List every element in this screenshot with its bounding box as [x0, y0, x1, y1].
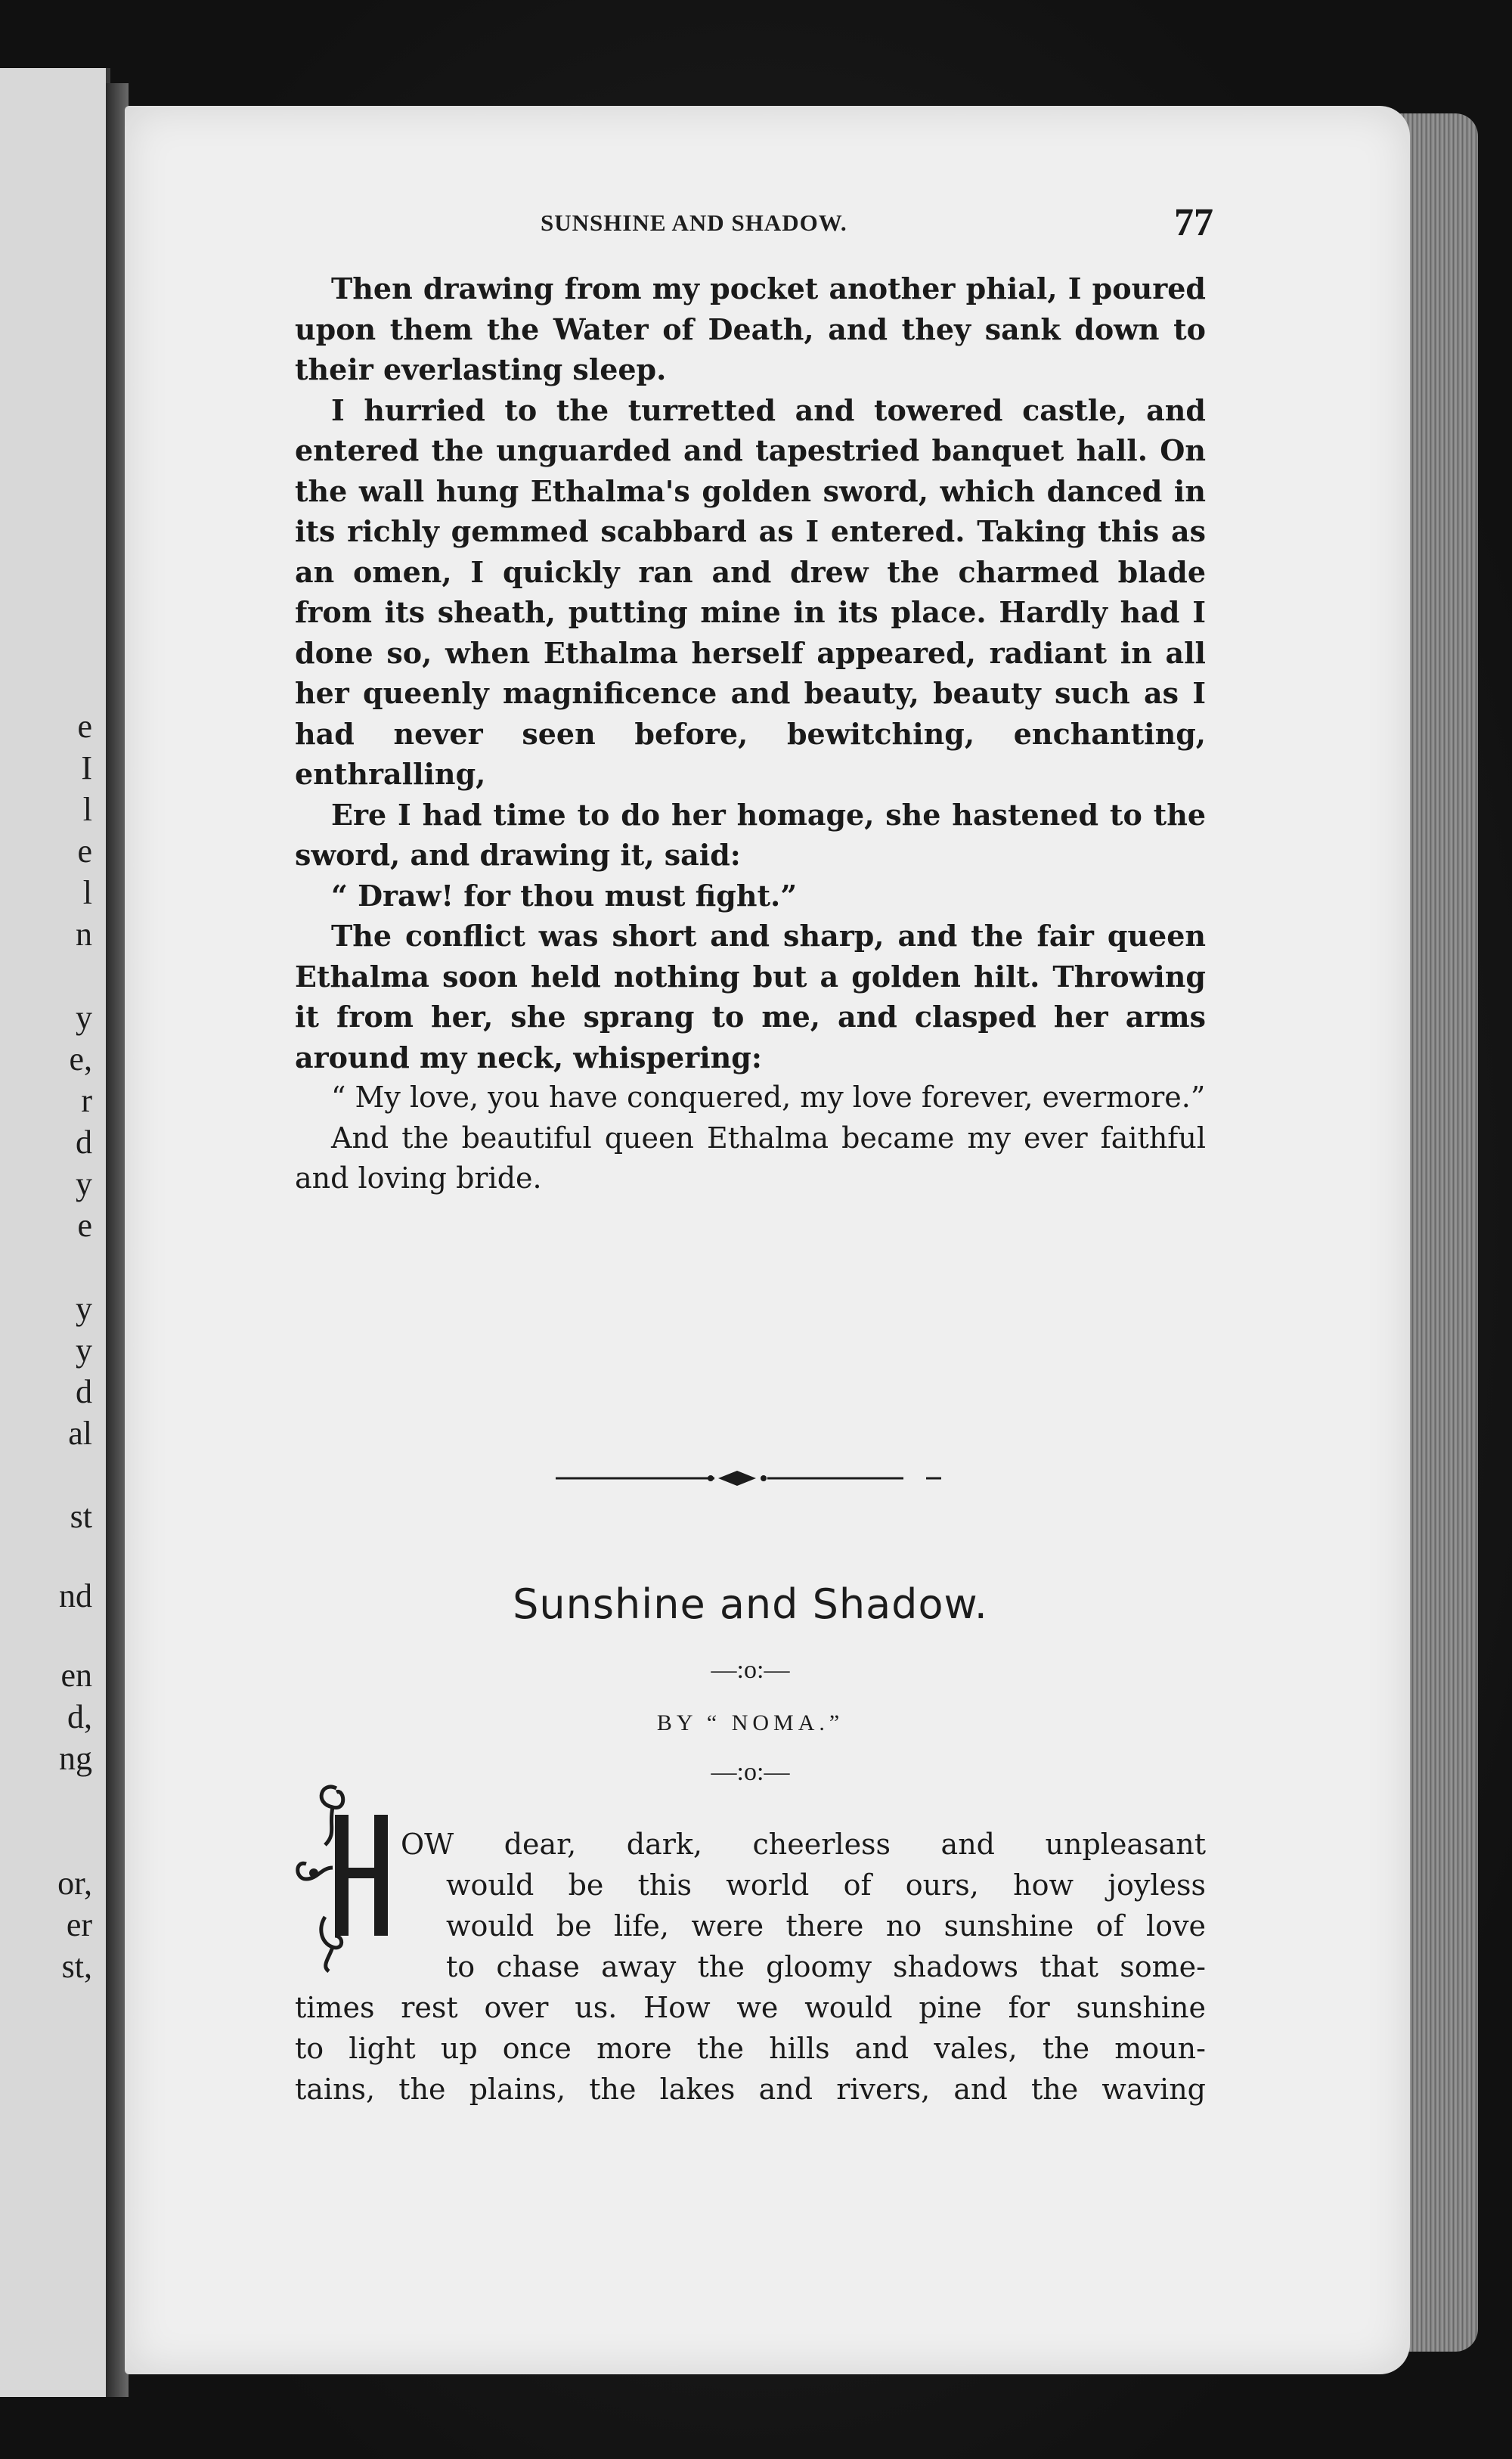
article-title: Sunshine and Shadow. — [513, 1580, 988, 1628]
opening-line: to chase away the gloomy shadows that some- — [446, 1950, 1206, 1983]
opening-line: would be this world of ours, how joyless — [446, 1868, 1206, 1902]
page-header — [412, 200, 1213, 246]
paragraph: “ My love, you have conquered, my love forever, evermore.” — [331, 1081, 1206, 1114]
fragment-line: d — [76, 1373, 92, 1410]
fragment-line: I — [81, 749, 92, 786]
fragment-line: al — [68, 1415, 92, 1452]
fragment-line: y — [76, 1290, 92, 1327]
paragraph: I hurried to the turretted and towered castle, and entered the unguarded and tapestried banquet hall. On the wall hung Ethalma's golden sword, which danced in its richly gemmed scabbard as I entered. Taking this as an omen, I quickly ran and drew the charmed blade from its sheath, putting mine in its place. Hardly had I done so, when Ethalma herself appeared, radiant in all her queenly magnificence and beauty, beauty such as I had never seen before, bewitching, enchanting, enthralling, — [295, 392, 1206, 791]
fragment-line: l — [82, 791, 92, 828]
opening-line: to light up once more the hills and vales, the moun- — [295, 2032, 1206, 2065]
fragment-line: e — [77, 833, 92, 870]
paragraph: The conflict was short and sharp, and the fair queen Ethalma soon held nothing but a golden hilt. Throwing it from her, she sprang to me, and clasped her arms around my neck, whispering: — [295, 919, 1206, 1074]
byline: BY “ NOMA.” — [656, 1710, 844, 1735]
section-divider-ornament — [556, 1463, 949, 1493]
fragment-line: r — [81, 1082, 92, 1119]
page-number: 77 — [1174, 201, 1213, 244]
paragraph: Then drawing from my pocket another phial, I poured upon them the Water of Death, and they sank down to their everlasting sleep. — [295, 271, 1206, 386]
fragment-line: st, — [61, 1948, 92, 1985]
title-separator: —:o:— — [711, 1656, 790, 1684]
fragment-line: st — [70, 1498, 92, 1535]
opening-line: times rest over us. How we would pine for sunshine — [295, 1991, 1206, 2024]
fragment-line: y — [76, 1165, 92, 1202]
facing-page-text-fragments — [0, 68, 98, 2397]
paragraph: And the beautiful queen Ethalma became my ever faithful and loving bride. — [295, 1121, 1206, 1195]
fragment-line: n — [76, 916, 92, 953]
story-body — [295, 268, 1206, 1199]
fragment-line: l — [82, 874, 92, 911]
opening-line: OW dear, dark, cheerless and unpleasant — [401, 1828, 1206, 1861]
paragraph: “ Draw! for thou must fight.” — [331, 878, 798, 913]
fragment-line: nd — [59, 1577, 92, 1614]
fragment-line: e — [77, 1207, 92, 1244]
running-head: SUNSHINE AND SHADOW. — [541, 209, 847, 236]
article-opening — [295, 1824, 1206, 2110]
fragment-line: en — [60, 1657, 92, 1694]
facing-page-left — [0, 68, 110, 2397]
paragraph: Ere I had time to do her homage, she hastened to the sword, and drawing it, said: — [295, 797, 1206, 872]
fragment-line: d, — [67, 1698, 92, 1735]
fragment-line: or, — [57, 1865, 92, 1902]
opening-line: tains, the plains, the lakes and rivers, and the waving — [295, 2073, 1206, 2106]
byline-separator: —:o:— — [711, 1758, 790, 1786]
fragment-line: e, — [69, 1040, 92, 1078]
fragment-line: y — [76, 1332, 92, 1369]
fragment-line: e — [77, 708, 92, 745]
fragment-line: d — [76, 1124, 92, 1161]
fragment-line: ng — [59, 1740, 92, 1777]
opening-line: would be life, were there no sunshine of love — [446, 1909, 1206, 1943]
fragment-line: er — [66, 1906, 92, 1943]
fragment-line: y — [76, 999, 92, 1036]
